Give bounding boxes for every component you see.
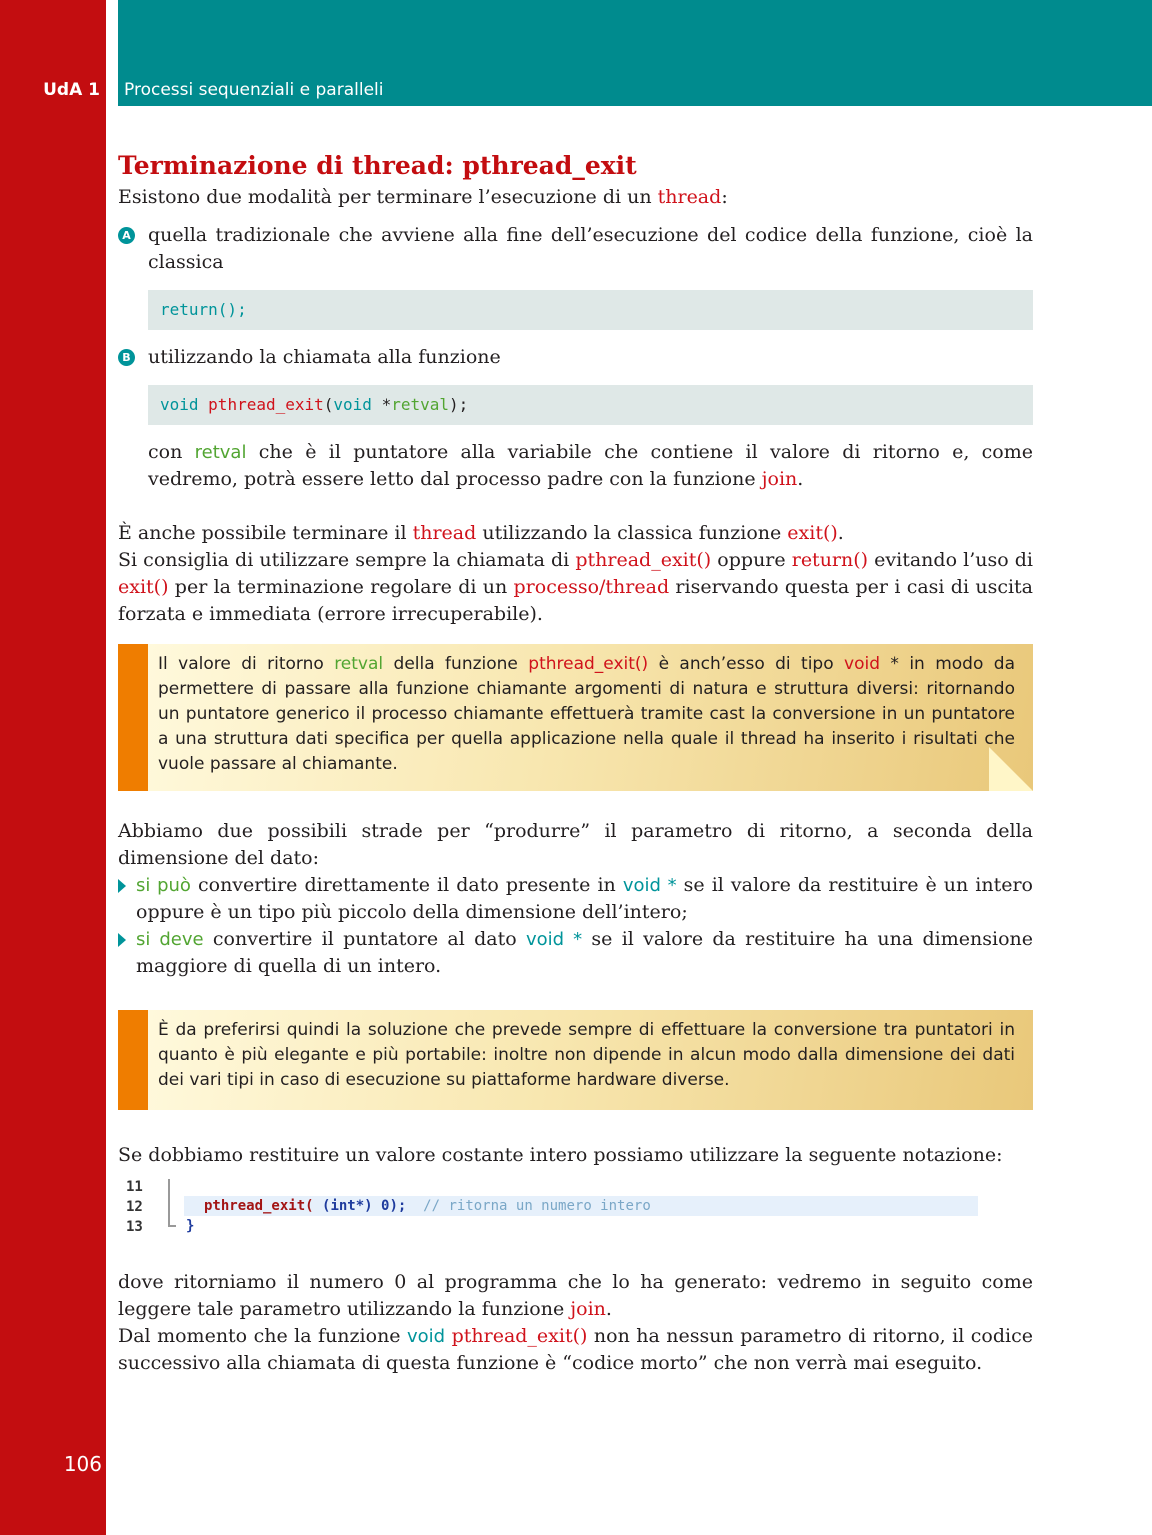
desc-text2: che è il puntatore alla variabile che contiene il valore di ritorno e, come vedremo, potrà essere letto dal processo padre con la funzione — [148, 441, 1034, 490]
finale-text: Dal momento che la funzione — [118, 1325, 408, 1347]
pthread-exit-term: pthread_exit() — [451, 1325, 588, 1347]
desc-text: con — [148, 441, 195, 463]
code-comment: // ritorna un numero intero — [423, 1198, 651, 1214]
section-intro — [118, 184, 1033, 211]
exit-text: riservando questa per i casi di uscita forzata e immediata (errore irrecuperabile). — [118, 576, 1034, 625]
page-sidebar — [0, 0, 106, 1535]
bullet-text — [136, 926, 1033, 980]
code-paren: ( — [323, 395, 334, 414]
option-a-text: quella tradizionale che avviene alla fine dell’esecuzione del codice della funzione, cioè la classica — [148, 224, 1033, 273]
finale-paragraph-1 — [118, 1269, 1033, 1323]
desc-dot: . — [797, 468, 804, 490]
fold-bracket — [168, 1179, 176, 1227]
note-accent-bar — [118, 1010, 148, 1110]
code-kw: void — [160, 395, 209, 414]
line-numbers: 11 12 13 — [126, 1179, 143, 1235]
note-text: * in modo da permettere di passare alla funzione chiamante argomenti di natura e struttura diversi: ritornando un puntatore generico il processo chiamante effettuerà tramite cast la conversione in un puntatore a una struttura dati specifica per quella applicazione nella quale il thread ha inserito i risultati che vuole passare al chiamante. — [158, 654, 1015, 774]
note-box-portability — [118, 1010, 1033, 1110]
exit-paragraph-1 — [118, 520, 1033, 547]
note-accent-bar — [118, 644, 148, 791]
bullet-triangle-icon — [118, 879, 126, 893]
bullet-text-a: convertire il puntatore al dato — [203, 928, 526, 950]
pthread-exit-term: pthread_exit() — [528, 654, 649, 674]
note-body — [148, 644, 1033, 791]
join-term: join — [570, 1298, 606, 1320]
finale-dot: . — [605, 1298, 612, 1320]
note-body: È da preferirsi quindi la soluzione che prevede sempre di effettuare la conversione tra puntatori in quanto è più elegante e più portabile: inoltre non dipende in alcun modo dalla dimensione dei dati dei vari tipi in caso di esecuzione su piattaforme hardware diverse. — [148, 1010, 1033, 1110]
marker-a-icon: A — [118, 227, 135, 244]
code-pthread-exit — [148, 385, 1033, 425]
bullet-triangle-icon — [118, 933, 126, 947]
void-term: void — [844, 654, 881, 674]
si-deve-term: si deve — [136, 929, 204, 950]
exit-text: utilizzando la classica funzione — [476, 522, 788, 544]
code-star: * — [381, 395, 392, 414]
closing-brace: } — [186, 1218, 195, 1234]
option-a — [118, 222, 1033, 276]
exit-term: exit() — [787, 522, 838, 544]
code-return: return(); — [148, 290, 1033, 330]
join-term: join — [761, 468, 798, 490]
thread-term: thread — [412, 522, 477, 544]
si-puo-term: si può — [136, 875, 191, 896]
bullet-text-b: se il valore da restituire è un intero oppure è un tipo più piccolo della dimensione dell’intero; — [136, 874, 1033, 923]
bullet-text — [136, 872, 1033, 926]
retval-term: retval — [194, 442, 247, 463]
bullet-text-b: se il valore da restituire ha una dimensione maggiore di quella di un intero. — [136, 928, 1034, 977]
page-content — [118, 148, 1033, 1377]
costante-intro: Se dobbiamo restituire un valore costante intero possiamo utilizzare la seguente notazione: — [118, 1144, 1003, 1166]
code-fn: pthread_exit — [208, 395, 324, 414]
exit-text: oppure — [711, 549, 792, 571]
bullet-si-puo — [118, 872, 1033, 926]
code-kw2: void — [333, 395, 382, 414]
retval-term: retval — [334, 654, 384, 674]
exit-dot: . — [837, 522, 844, 544]
exit-text: È anche possibile terminare il — [118, 522, 413, 544]
chapter-title: Processi sequenziali e paralleli — [124, 80, 384, 100]
process-thread-term: processo/thread — [513, 576, 670, 598]
page-number: 106 — [63, 1452, 102, 1476]
marker-b-icon: B — [118, 349, 135, 366]
code-fn: pthread_exit( — [204, 1198, 323, 1214]
bullet-si-deve — [118, 926, 1033, 980]
note-text: della funzione — [383, 654, 529, 674]
strade-intro: Abbiamo due possibili strade per “produrre” il parametro di ritorno, a seconda della dimensione del dato: — [118, 820, 1033, 869]
exit-term: exit() — [118, 576, 169, 598]
exit-text: Si consiglia di utilizzare sempre la chiamata di — [118, 549, 576, 571]
note-text: è anch’esso di tipo — [648, 654, 845, 674]
finale-text: non ha nessun parametro di ritorno, il codice successivo alla chiamata di questa funzione è “codice morto” che non verrà mai eseguito. — [118, 1325, 1033, 1374]
finale-text: dove ritorniamo il numero 0 al programma che lo ha generato: vedremo in seguito come leggere tale parametro utilizzando la funzione — [118, 1271, 1033, 1320]
note-text: Il valore di ritorno — [158, 654, 335, 674]
option-b-desc — [118, 439, 1033, 493]
section-title: Terminazione di thread: pthread_exit — [118, 151, 637, 180]
void-pointer-term: void * — [526, 929, 583, 950]
option-b-text: utilizzando la chiamata alla funzione — [148, 346, 501, 368]
page-curl-icon — [989, 747, 1033, 791]
code-cast: (int*) 0); — [322, 1198, 407, 1214]
code-arg: retval — [391, 395, 450, 414]
unit-label: UdA 1 — [43, 80, 100, 100]
return-term: return() — [791, 549, 869, 571]
void-pointer-term: void * — [622, 875, 677, 896]
intro-colon: : — [721, 186, 728, 208]
thread-term: thread — [657, 186, 722, 208]
note-box-retval — [118, 644, 1033, 791]
option-b — [118, 344, 1033, 371]
code-line-12 — [204, 1196, 651, 1216]
intro-text: Esistono due modalità per terminare l’esecuzione di un — [118, 186, 658, 208]
bullet-text-a: convertire direttamente il dato presente in — [190, 874, 623, 896]
code-close: ); — [449, 395, 469, 414]
exit-text: per la terminazione regolare di un — [168, 576, 514, 598]
void-term: void — [407, 1326, 446, 1347]
pthread-exit-term: pthread_exit() — [575, 549, 712, 571]
finale-paragraph-2 — [118, 1323, 1033, 1377]
exit-text: evitando l’uso di — [868, 549, 1033, 571]
code-editor-screenshot — [118, 1177, 1033, 1239]
exit-paragraph-2 — [118, 547, 1033, 628]
